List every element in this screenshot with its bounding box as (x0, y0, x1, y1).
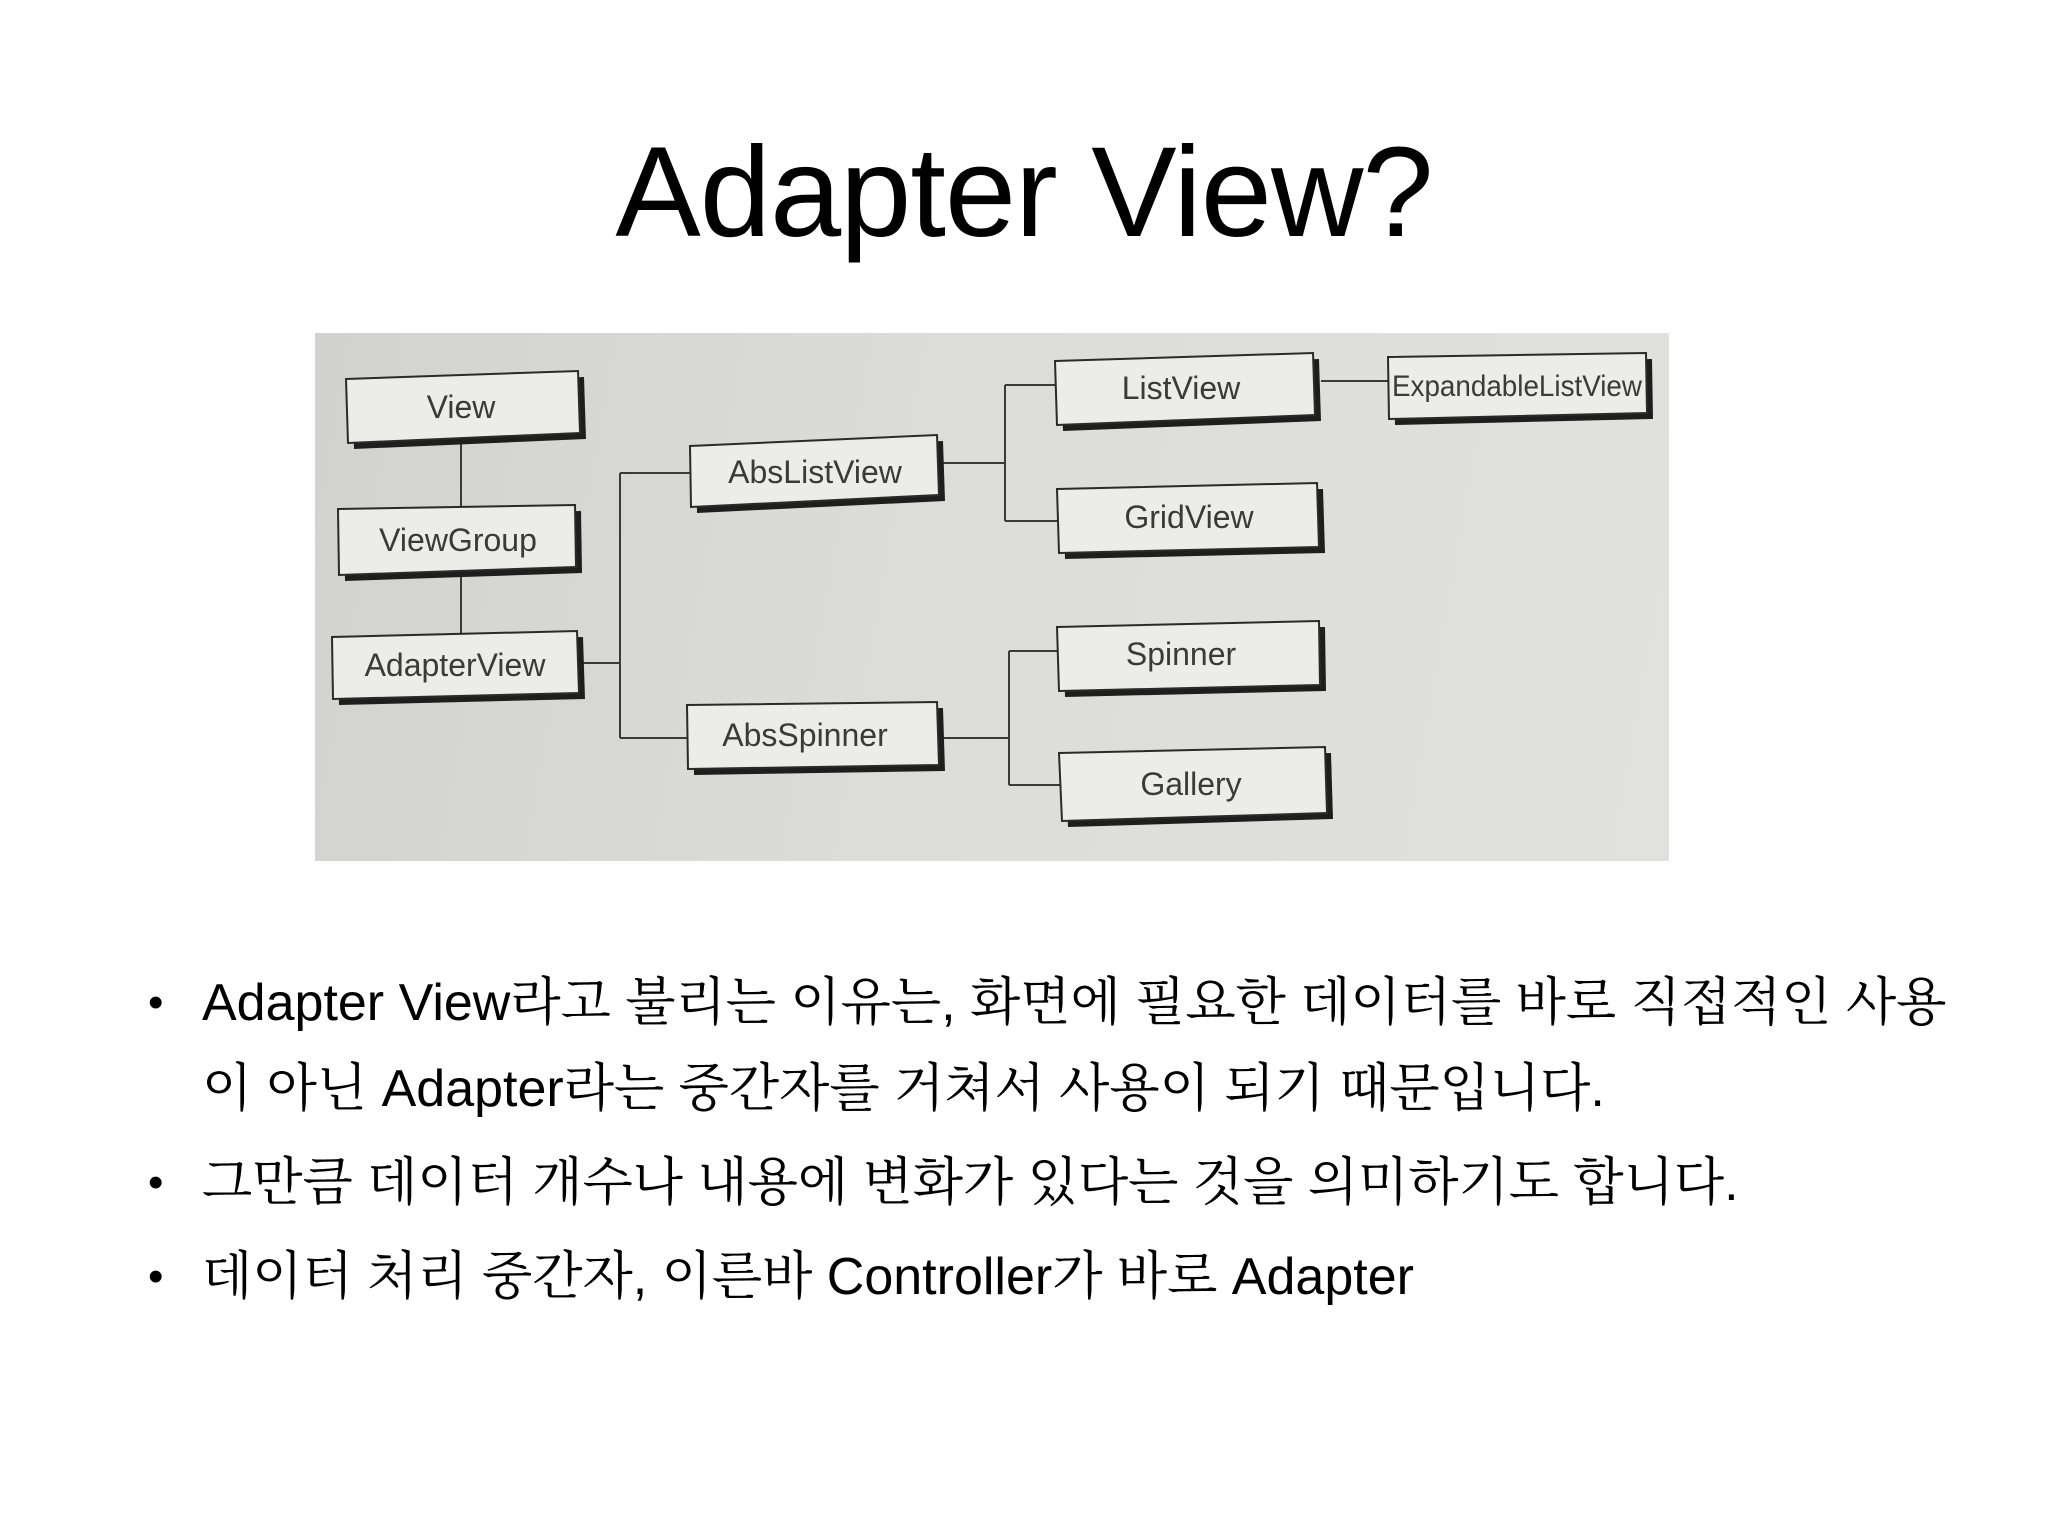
label-view: View (426, 389, 496, 425)
box-view (346, 371, 586, 449)
label-expandablelistview: ExpandableListView (1392, 370, 1643, 403)
label-viewgroup: ViewGroup (379, 522, 537, 558)
bullet-text-2: 그만큼 데이터 개수나 내용에 변화가 있다는 것을 의미하기도 합니다. (202, 1154, 1739, 1212)
bullet-text-1: Adapter View라고 불리는 이유는, 화면에 필요한 데이터를 바로 직접적인 사용이 아닌 Adapter라는 중간자를 거쳐서 사용이 되기 때문입니다. (202, 974, 1947, 1118)
bullet-symbol: • (148, 978, 164, 1027)
label-spinner: Spinner (1125, 636, 1237, 672)
class-hierarchy-diagram (315, 333, 1669, 861)
box-abslistview (690, 435, 945, 513)
box-gridview (1057, 483, 1325, 559)
box-gallery (1059, 747, 1333, 827)
box-absspinner (687, 702, 945, 775)
diagram-canvas (315, 333, 1669, 861)
label-abslistview: AbsListView (728, 454, 902, 490)
label-adapterview: AdapterView (364, 647, 546, 683)
slide-title: Adapter View? (615, 121, 1433, 264)
label-absspinner: AbsSpinner (722, 717, 888, 753)
bullet-symbol: • (148, 1252, 164, 1301)
box-expandablelistview (1388, 353, 1653, 425)
box-viewgroup (338, 505, 582, 581)
box-listview (1055, 353, 1321, 431)
bullet-text-3: 데이터 처리 중간자, 이른바 Controller가 바로 Adapter (202, 1248, 1414, 1306)
box-adapterview (332, 631, 585, 705)
label-gridview: GridView (1124, 499, 1254, 535)
bullet-symbol: • (148, 1158, 164, 1207)
bullet-item-3 (148, 1234, 1948, 1320)
bullet-item-1 (148, 960, 1948, 1132)
label-gallery: Gallery (1140, 766, 1242, 802)
bullet-list (148, 960, 1948, 1320)
label-listview: ListView (1121, 370, 1241, 406)
bullet-item-2 (148, 1140, 1948, 1226)
box-spinner (1057, 621, 1326, 697)
